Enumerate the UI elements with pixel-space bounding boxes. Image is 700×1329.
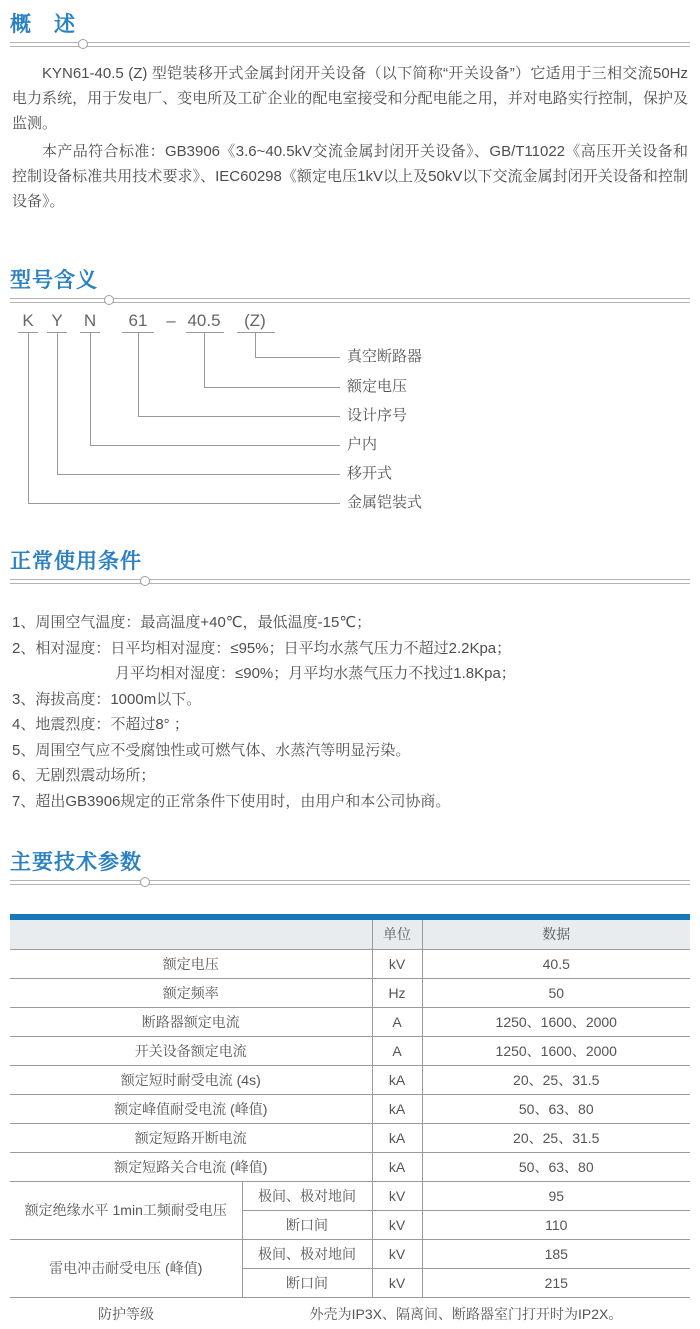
section-model-header [10, 268, 690, 307]
connector-line [90, 445, 340, 446]
param-name-cell: 额定峰值耐受电流 (峰值) [10, 1094, 372, 1123]
table-row [10, 1036, 690, 1065]
param-name-cell: 开关设备额定电流 [10, 1036, 372, 1065]
data-cell: 50、63、80 [422, 1094, 690, 1123]
data-cell: 215 [422, 1268, 690, 1297]
condition-item: 1、周围空气温度：最高温度+40℃，最低温度-15℃； [12, 614, 372, 631]
unit-cell: kA [372, 1094, 422, 1123]
params-table [10, 920, 690, 1329]
unit-cell: A [372, 1036, 422, 1065]
section-title-conditions: 正常使用条件 [10, 550, 142, 573]
param-name-cell: 额定短路关合电流 (峰值) [10, 1152, 372, 1181]
param-name-cell: 断路器额定电流 [10, 1007, 372, 1036]
model-symbol: Y [51, 311, 63, 330]
connector-line [186, 332, 224, 333]
rule-circle [140, 877, 150, 887]
connector-line [28, 332, 29, 503]
param-sub-cell: 极间、极对地间 [242, 1181, 372, 1210]
table-row [10, 1094, 690, 1123]
overview-paragraph: 本产品符合标准：GB3906《3.6~40.5kV交流金属封闭开关设备》、GB/T11022《高压开关设备和控制设备标准共用技术要求》、IEC60298《额定电压1kV以上及50kV以下交流金属封闭开关设备和控制设备》。 [12, 143, 688, 210]
unit-cell: kV [372, 1210, 422, 1239]
model-diagram-label: 户内 [347, 436, 378, 453]
data-cell: 50 [422, 978, 690, 1007]
footer-data-cell: 外壳为IP3X、隔离间、断路器室门打开时为IP2X。 [242, 1297, 690, 1329]
connector-line [138, 332, 139, 416]
table-header-param [10, 920, 372, 949]
table-footer-row [10, 1297, 690, 1329]
param-name-cell: 额定短时耐受电流 (4s) [10, 1065, 372, 1094]
connector-line [57, 332, 58, 474]
table-row [10, 1065, 690, 1094]
conditions-list [12, 610, 688, 814]
connector-line [28, 503, 340, 504]
connector-line [255, 332, 256, 357]
data-cell: 1250、1600、2000 [422, 1036, 690, 1065]
model-diagram-label: 金属铠装式 [347, 494, 423, 511]
section-params-header [10, 850, 690, 889]
param-group-cell: 雷电冲击耐受电压 (峰值) [10, 1239, 242, 1297]
param-sub-cell: 极间、极对地间 [242, 1239, 372, 1268]
model-diagram-label: 移开式 [347, 465, 393, 482]
section-rule [10, 575, 690, 588]
unit-cell: kA [372, 1123, 422, 1152]
table-header-row [10, 920, 690, 949]
model-symbol: 40.5 [187, 311, 221, 330]
section-title-model: 型号含义 [10, 269, 98, 292]
model-symbol: K [22, 311, 34, 330]
model-symbol: – [166, 311, 176, 330]
condition-item: 3、海拔高度：1000m以下。 [12, 690, 202, 708]
table-group-row [10, 1239, 690, 1268]
section-title-params: 主要技术参数 [10, 851, 142, 874]
data-cell: 50、63、80 [422, 1152, 690, 1181]
data-cell: 110 [422, 1210, 690, 1239]
model-symbol: 61 [128, 311, 148, 330]
table-row [10, 1007, 690, 1036]
table-header-unit: 单位 [372, 920, 422, 949]
table-header-data: 数据 [422, 920, 690, 949]
param-group-cell: 额定绝缘水平 1min工频耐受电压 [10, 1181, 242, 1239]
param-name-cell: 额定频率 [10, 978, 372, 1007]
condition-item: 5、周围空气应不受腐蚀性或可燃气体、水蒸汽等明显污染。 [12, 741, 411, 759]
section-overview-header [10, 12, 690, 51]
condition-item: 2、相对湿度：日平均相对湿度：≤95%；日平均水蒸气压力不超过2.2Kpa； [12, 639, 512, 657]
connector-line [57, 474, 340, 475]
data-cell: 40.5 [422, 949, 690, 978]
unit-cell: kA [372, 1065, 422, 1094]
data-cell: 1250、1600、2000 [422, 1007, 690, 1036]
param-name-cell: 防护等级 [10, 1297, 242, 1329]
data-cell: 20、25、31.5 [422, 1065, 690, 1094]
table-row [10, 1152, 690, 1181]
unit-cell: Hz [372, 978, 422, 1007]
overview-paragraph: KYN61-40.5 (Z) 型铠装移开式金属封闭开关设备（以下简称“开关设备”）它适用于三相交流50Hz电力系统，用于发电厂、变电所及工矿企业的配电室接受和分配电能之用，并对电路实行控制，保护及监测。 [12, 65, 688, 132]
data-cell: 95 [422, 1181, 690, 1210]
param-sub-cell: 断口间 [242, 1210, 372, 1239]
table-row [10, 949, 690, 978]
section-rule [10, 876, 690, 889]
connector-line [138, 416, 340, 417]
unit-cell: kV [372, 1239, 422, 1268]
unit-cell: kV [372, 1181, 422, 1210]
unit-cell: A [372, 1007, 422, 1036]
unit-cell: kA [372, 1152, 422, 1181]
rule-circle [140, 576, 150, 586]
section-title-overview: 概 述 [10, 13, 76, 36]
section-rule [10, 294, 690, 307]
param-sub-cell: 断口间 [242, 1268, 372, 1297]
condition-item: 7、超出GB3906规定的正常条件下使用时，由用户和本公司协商。 [12, 792, 451, 810]
param-name-cell: 额定电压 [10, 949, 372, 978]
condition-item: 6、无剧烈震动场所； [12, 767, 156, 784]
data-cell: 20、25、31.5 [422, 1123, 690, 1152]
connector-line [90, 332, 91, 445]
connector-line [204, 332, 205, 387]
section-conditions-header [10, 549, 690, 588]
rule-circle [78, 39, 88, 49]
condition-item-continuation: 月平均相对湿度：≤90%；月平均水蒸气压力不找过1.8Kpa； [115, 665, 516, 682]
model-symbol: N [83, 311, 97, 330]
connector-line [204, 387, 340, 388]
connector-line [255, 357, 340, 358]
params-table-container [10, 914, 690, 1329]
unit-cell: kV [372, 1268, 422, 1297]
overview-body [12, 61, 688, 214]
section-rule [10, 38, 690, 51]
model-designation-diagram [10, 307, 690, 537]
table-row [10, 978, 690, 1007]
condition-item: 4、地震烈度：不超过8° ； [12, 716, 189, 733]
model-diagram-label: 额定电压 [347, 378, 408, 395]
unit-cell: kV [372, 949, 422, 978]
connector-line [237, 332, 275, 333]
model-symbol: (Z) [244, 311, 266, 330]
data-cell: 185 [422, 1239, 690, 1268]
rule-circle [104, 295, 114, 305]
model-diagram-label: 真空断路器 [347, 348, 423, 365]
table-row [10, 1123, 690, 1152]
model-diagram-label: 设计序号 [347, 407, 408, 424]
table-group-row [10, 1181, 690, 1210]
param-name-cell: 额定短路开断电流 [10, 1123, 372, 1152]
